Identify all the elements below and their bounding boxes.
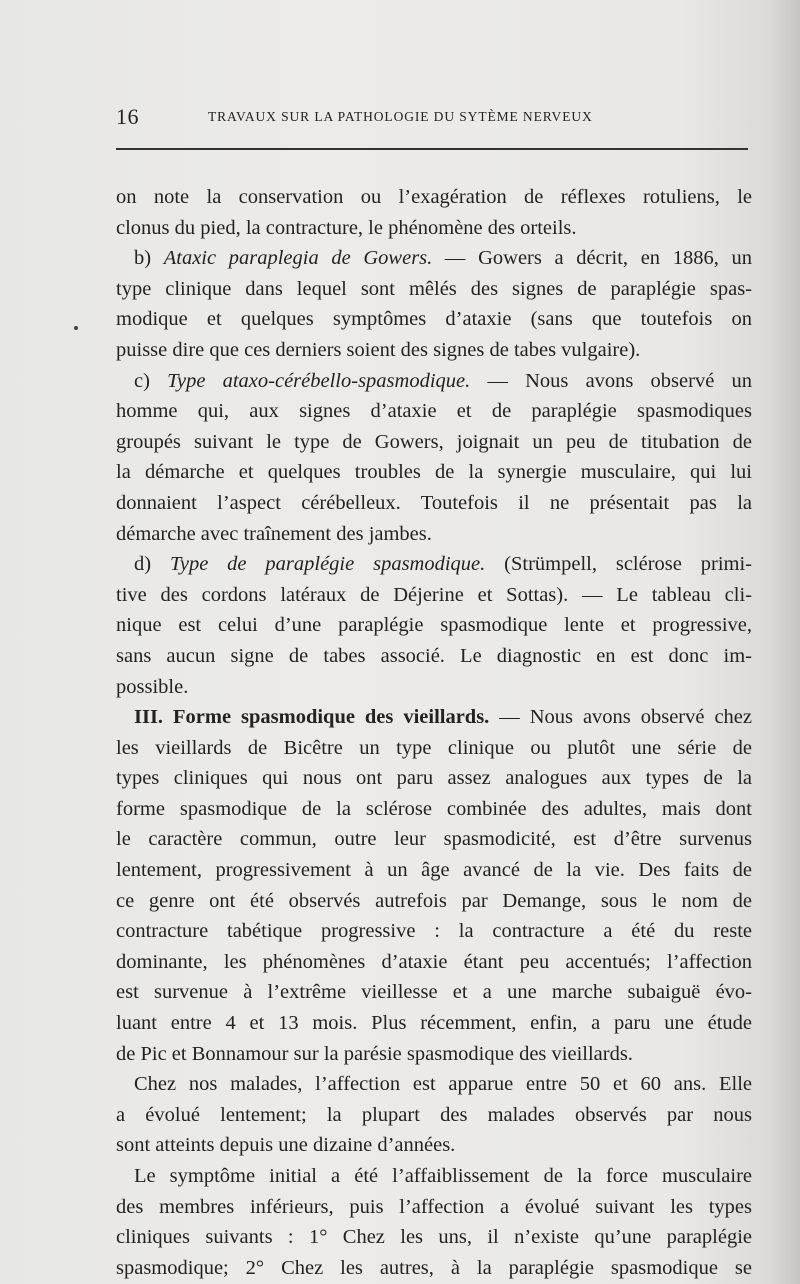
text-line: de Pic et Bonnamour sur la parésie spasmodique des vieillards. [116,1042,633,1065]
text-line: luant entre 4 et 13 mois. Plus récemment, enfin, a paru une étude [116,1012,752,1035]
text-line: groupés suivant le type de Gowers, joignait un peu de titubation de [116,430,752,453]
running-title: TRAVAUX SUR LA PATHOLOGIE DU SYTÈME NERVEUX [208,109,593,124]
text-line: possible. [116,675,189,698]
text-line: lentement, progressivement à un âge avancé de la vie. Des faits de [116,859,752,882]
text-line: sans aucun signe de tabes associé. Le diagnostic en est donc im- [116,644,752,667]
text-line: le caractère commun, outre leur spasmodicité, est d’être survenus [116,828,752,851]
text-line: tive des cordons latéraux de Déjerine et Sottas). — Le tableau cli- [116,583,752,606]
italic-heading: Type de paraplégie spasmodique. [169,553,486,576]
text-line: clonus du pied, la contracture, le phénomène des orteils. [116,216,577,239]
page-edge-shadow [770,0,800,1284]
text-line: homme qui, aux signes d’ataxie et de paraplégie spasmodiques [116,400,752,423]
text-line: spasmodique; 2° Chez les autres, à la paraplégie spasmodique se [116,1256,752,1279]
text-line: Le symptôme initial a été l’affaiblissement de la force musculaire [134,1165,752,1187]
item-marker: d) [134,553,170,576]
text-line: cliniques suivants : 1° Chez les uns, il n’existe qu’une paraplégie [116,1226,752,1249]
text-line: Chez nos malades, l’affection est apparue entre 50 et 60 ans. Elle [134,1073,752,1096]
section-iii-heading-line [116,702,752,733]
text-line: contracture tabétique progressive : la contracture a été du reste [116,920,752,943]
paragraph-c-heading-line [116,366,752,397]
item-marker: b) [134,247,164,270]
text-line: forme spasmodique de la sclérose combinée des adultes, mais dont [116,797,752,820]
bold-heading: III. Forme spasmodique des vieillards. [134,706,490,729]
text-line: dominante, les phénomènes d’ataxie étant peu accentués; l’affection [116,950,752,973]
page-header [116,104,748,132]
italic-heading: Type ataxo-cérébello-spasmodique. [167,369,471,392]
text-span: — Gowers a décrit, en 1886, un [432,247,752,270]
text-span: — Nous avons observé chez [489,706,752,729]
text-line: la démarche et quelques troubles de la synergie musculaire, qui lui [116,461,752,484]
text-line: est survenue à l’extrême vieillesse et a une marche subaiguë évo- [116,981,752,1004]
text-line: type clinique dans lequel sont mêlés des signes de paraplégie spas- [116,277,752,300]
text-line: les vieillards de Bicêtre un type clinique ou plutôt une série de [116,736,752,759]
text-line: on note la conservation ou l’exagération de réflexes rotuliens, le [116,186,752,208]
text-span: — Nous avons observé un [470,369,752,392]
text-line: modique et quelques symptômes d’ataxie (sans que toutefois on [116,308,752,331]
text-line: sont atteints depuis une dizaine d’années. [116,1134,456,1157]
text-line: des membres inférieurs, puis l’affection a évolué suivant les types [116,1195,752,1218]
text-line: démarche avec traînement des jambes. [116,522,432,545]
item-marker: c) [134,369,168,392]
text-span: (Strümpell, sclérose primi- [485,553,752,576]
italic-heading: Ataxic paraplegia de Gowers. [163,247,433,270]
paragraph-b-heading-line [116,243,752,274]
text-line: donnaient l’aspect cérébelleux. Toutefois il ne présentait pas la [116,491,752,514]
margin-speck [74,326,78,330]
paragraph-d-heading-line [116,549,752,580]
text-line: ce genre ont été observés autrefois par Demange, sous le nom de [116,889,752,912]
header-rule [116,148,748,150]
text-line: a évolué lentement; la plupart des malades observés par nous [116,1103,752,1126]
text-line: nique est celui d’une paraplégie spasmodique lente et progressive, [116,614,752,637]
body-text [116,182,752,1283]
text-line: puisse dire que ces derniers soient des signes de tabes vulgaire). [116,338,641,361]
text-line: types cliniques qui nous ont paru assez analogues aux types de la [116,767,752,790]
page-number: 16 [116,104,139,129]
